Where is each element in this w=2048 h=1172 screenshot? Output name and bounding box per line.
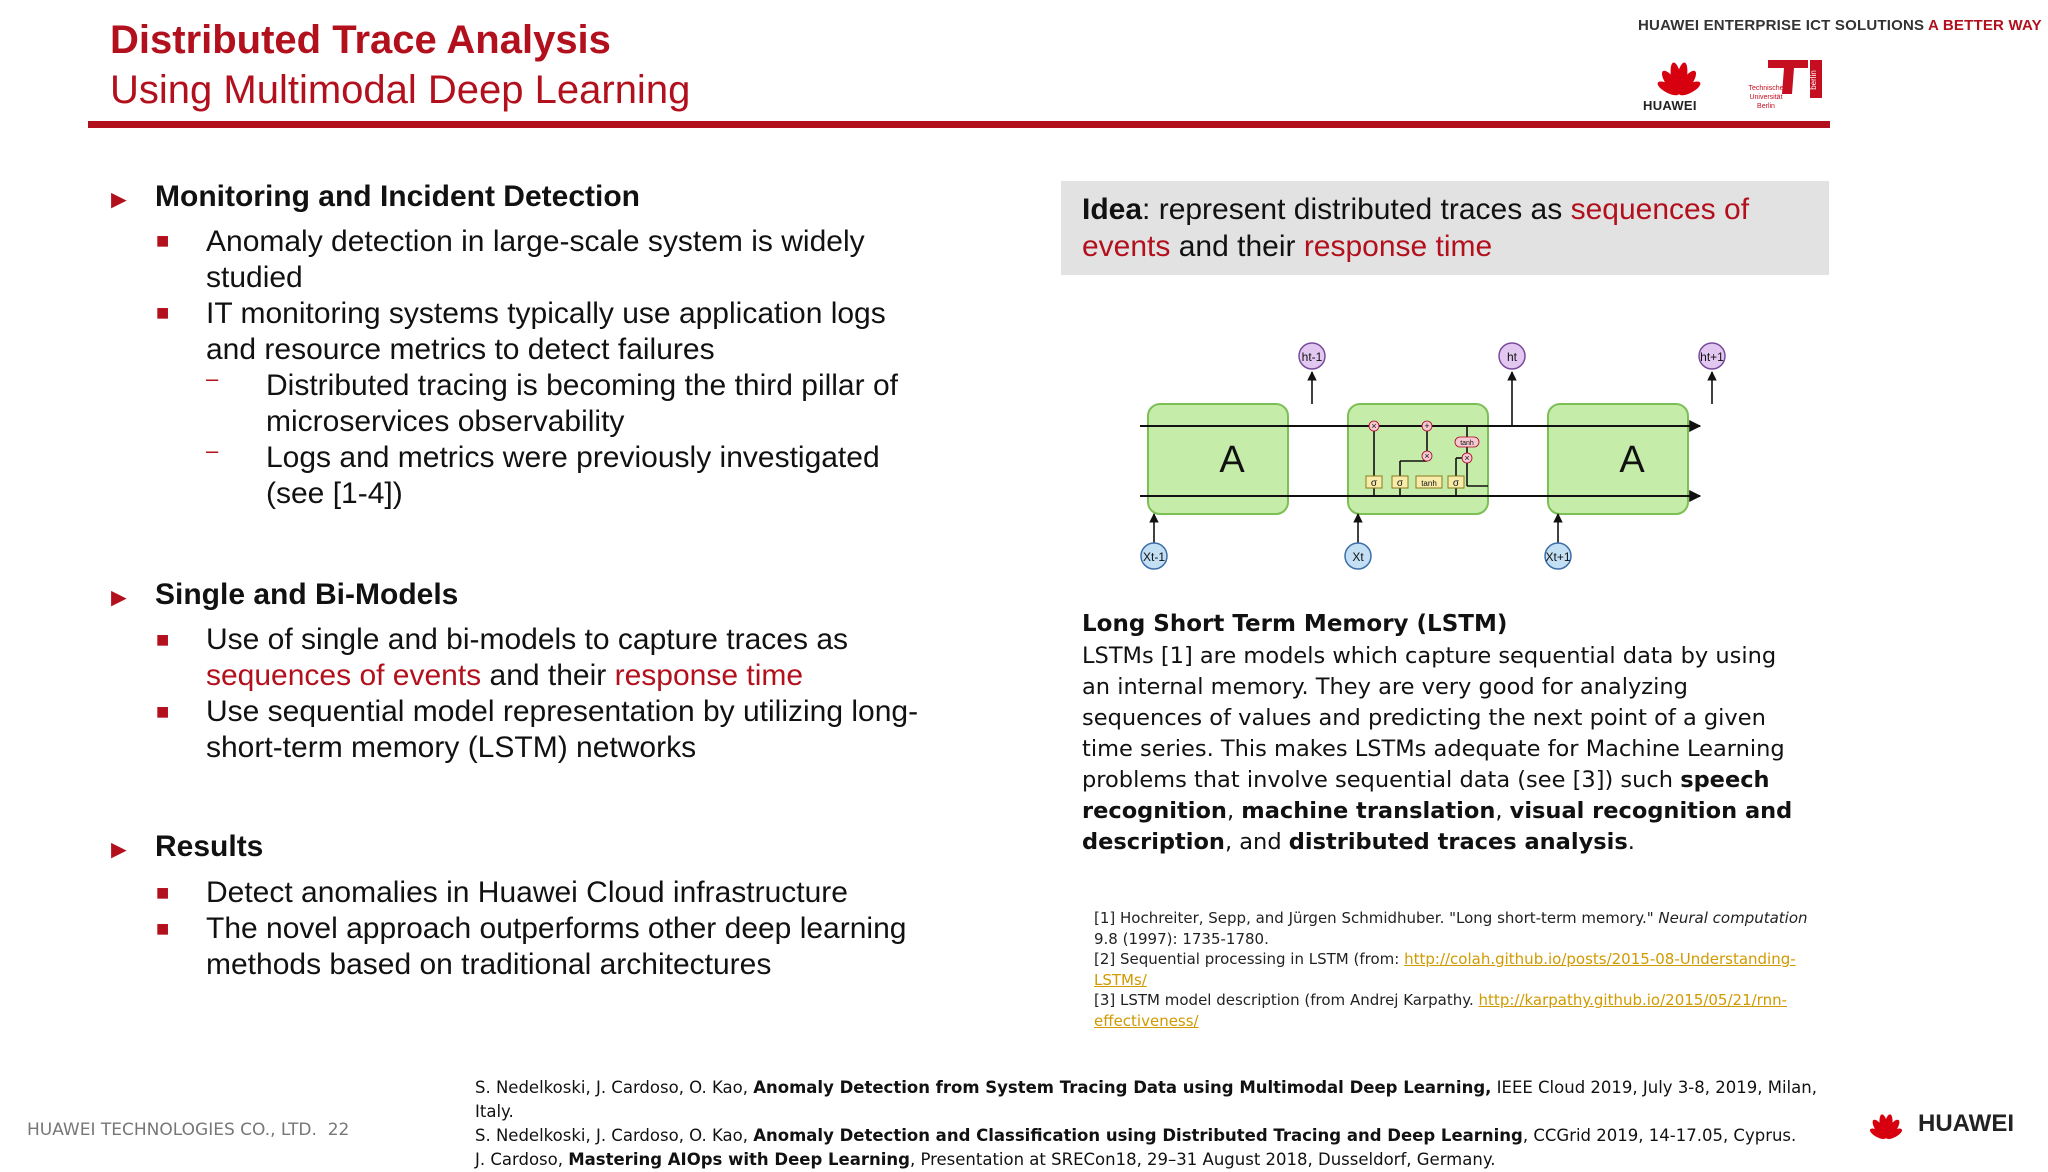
paper-title: Mastering AIOps with Deep Learning	[568, 1150, 910, 1169]
bullet-icon: ■	[156, 300, 170, 325]
journal-name: Neural computation	[1658, 909, 1808, 927]
idea-text	[1082, 191, 1812, 265]
list-item-line: microservices observability	[266, 405, 625, 438]
gate-label: tanh	[1421, 479, 1437, 488]
lstm-cell-left	[1148, 404, 1288, 514]
io-label: ht-1	[1301, 350, 1323, 364]
references	[1094, 908, 1814, 1031]
section-heading-models: Single and Bi-Models	[155, 578, 459, 611]
list-item	[206, 296, 886, 368]
highlight-sequences: sequences of events	[206, 659, 482, 692]
io-label: Xt+1	[1545, 550, 1571, 564]
op-label: tanh	[1460, 440, 1474, 447]
section-arrow-icon: ►	[106, 582, 132, 612]
bullet-icon: ■	[156, 699, 170, 724]
footer-company	[27, 1120, 349, 1140]
highlight-response: response time	[1303, 230, 1493, 263]
citations	[475, 1076, 1825, 1172]
text-fragment: [3] LSTM model description (from Andrej Karpathy.	[1094, 991, 1479, 1009]
title-divider	[88, 121, 1830, 128]
io-label: ht	[1506, 350, 1518, 364]
slide-subtitle: Using Multimodal Deep Learning	[110, 68, 691, 112]
bold-term: visual recognition and description	[1082, 798, 1793, 855]
bullet-icon: ■	[156, 880, 170, 905]
bullet-icon: ■	[156, 228, 170, 253]
text-fragment: and their	[481, 659, 615, 692]
bold-term: speech recognition	[1082, 767, 1770, 824]
lstm-description	[1082, 641, 1802, 858]
sub-list-item	[266, 368, 898, 440]
text-fragment: IEEE Cloud 2019, July 3-8, 2019, Milan, Italy.	[475, 1078, 1817, 1121]
list-item-line: Use sequential model representation by utilizing long-	[206, 695, 919, 728]
highlight-sequences: sequences of events	[1082, 193, 1750, 263]
paper-title: Anomaly Detection from System Tracing Data using Multimodal Deep Learning,	[753, 1078, 1492, 1097]
section-heading-monitoring: Monitoring and Incident Detection	[155, 180, 640, 213]
list-item-line: Logs and metrics were previously investigated	[266, 441, 880, 474]
list-item-line: Detect anomalies in Huawei Cloud infrastructure	[206, 876, 848, 909]
text-fragment: [2] Sequential processing in LSTM (from:	[1094, 950, 1405, 968]
io-label: ht+1	[1700, 350, 1724, 364]
bullet-icon: ■	[156, 916, 170, 941]
dash-bullet-icon: –	[206, 438, 219, 463]
bold-term: machine translation	[1241, 798, 1496, 824]
highlight-response: response time	[614, 659, 804, 692]
section-arrow-icon: ►	[106, 834, 132, 864]
text-fragment: , CCGrid 2019, 14-17.05, Cyprus.	[1522, 1126, 1797, 1145]
op-label: ×	[1464, 453, 1470, 463]
text-fragment: LSTMs [1] are models which capture sequential data by using an internal memory. They are very good for analyzing sequences of values and predicting the next point of a given time series. This makes LSTMs adequate for Machine Learning problems that involve sequential data (see [3]) such	[1082, 643, 1785, 793]
list-item-line: and resource metrics to detect failures	[206, 333, 715, 366]
tagline-main: HUAWEI ENTERPRISE ICT SOLUTIONS	[1638, 17, 1925, 34]
dash-bullet-icon: –	[206, 366, 219, 391]
tu-logo-side-text: berlin	[1809, 70, 1818, 90]
text-fragment: .	[1627, 829, 1635, 855]
lstm-cell-right	[1548, 404, 1688, 514]
list-item-line: IT monitoring systems typically use application logs	[206, 297, 886, 330]
colah-link[interactable]: http://colah.github.io/posts/2015-08-Understanding-LSTMs/	[1094, 950, 1796, 989]
list-item-line: Anomaly detection in large-scale system is widely	[206, 225, 865, 258]
text-fragment: J. Cardoso,	[475, 1150, 569, 1169]
io-label: Xt-1	[1142, 550, 1166, 564]
huawei-footer-logo-icon	[1862, 1100, 1910, 1144]
list-item-line: Distributed tracing is becoming the third pillar of	[266, 369, 898, 402]
list-item-line: Use of single and bi-models to capture traces as	[206, 623, 848, 656]
tu-logo-line: Berlin	[1757, 103, 1775, 110]
op-label: ×	[1424, 451, 1430, 461]
idea-label: Idea	[1082, 193, 1143, 226]
list-item-line: methods based on traditional architectures	[206, 948, 772, 981]
huawei-tagline	[1638, 17, 2042, 34]
cell-label: A	[1219, 439, 1245, 481]
text-fragment: [1] Hochreiter, Sepp, and Jürgen Schmidhuber. "Long short-term memory."	[1094, 909, 1659, 927]
list-item	[206, 911, 906, 983]
text-fragment: ,	[1226, 798, 1242, 824]
text-fragment: 9.8 (1997): 1735-1780.	[1094, 929, 1269, 948]
slide-title: Distributed Trace Analysis	[110, 18, 611, 62]
op-label: ×	[1371, 421, 1377, 431]
citation-item	[475, 1076, 1825, 1124]
cell-label: A	[1619, 439, 1645, 481]
gate-label: σ	[1370, 478, 1378, 489]
tu-logo-line: Universität	[1749, 94, 1783, 101]
list-item	[206, 694, 918, 766]
text-fragment: , Presentation at SRECon18, 29–31 August 2018, Dusseldorf, Germany.	[909, 1150, 1496, 1169]
tu-berlin-logo-icon	[1722, 54, 1832, 118]
karpathy-link[interactable]: http://karpathy.github.io/2015/05/21/rnn-effectiveness/	[1094, 991, 1787, 1030]
section-arrow-icon: ►	[106, 184, 132, 214]
list-item-line: short-term memory (LSTM) networks	[206, 731, 697, 764]
list-item-line: (see [1-4])	[266, 477, 403, 510]
text-fragment: : represent distributed traces as	[1142, 193, 1571, 226]
text-fragment: , and	[1224, 829, 1289, 855]
list-item-line: The novel approach outperforms other deep learning	[206, 912, 907, 945]
company-name: HUAWEI TECHNOLOGIES CO., LTD.	[27, 1120, 317, 1140]
text-fragment: ,	[1495, 798, 1510, 824]
op-label: +	[1424, 421, 1430, 431]
list-item-line	[206, 658, 848, 694]
text-fragment: S. Nedelkoski, J. Cardoso, O. Kao,	[475, 1126, 754, 1145]
reference-item	[1094, 949, 1814, 990]
paper-title: Anomaly Detection and Classification using Distributed Tracing and Deep Learning	[753, 1126, 1523, 1145]
list-item	[206, 224, 865, 296]
list-item-line: studied	[206, 261, 303, 294]
lstm-diagram	[1140, 336, 1740, 572]
text-fragment: and their	[1170, 230, 1304, 263]
bold-term: distributed traces analysis	[1288, 829, 1628, 855]
reference-item	[1094, 908, 1814, 949]
io-label: Xt	[1352, 550, 1364, 564]
page-number: 22	[327, 1120, 350, 1140]
tu-logo-line: Technische	[1748, 85, 1784, 92]
lstm-title: Long Short Term Memory (LSTM)	[1082, 611, 1508, 637]
sub-list-item	[266, 440, 880, 512]
gate-label: σ	[1396, 478, 1404, 489]
text-fragment: S. Nedelkoski, J. Cardoso, O. Kao,	[475, 1078, 754, 1097]
section-heading-results: Results	[155, 830, 264, 863]
list-item	[206, 622, 848, 694]
gate-label: σ	[1452, 478, 1460, 489]
tagline-accent: A BETTER WAY	[1928, 17, 2042, 34]
bullet-icon: ■	[156, 627, 170, 652]
reference-item	[1094, 990, 1814, 1031]
huawei-footer-text: HUAWEI	[1918, 1110, 2014, 1137]
huawei-logo-text: HUAWEI	[1643, 98, 1697, 113]
citation-item	[475, 1124, 1825, 1148]
list-item	[206, 875, 848, 911]
